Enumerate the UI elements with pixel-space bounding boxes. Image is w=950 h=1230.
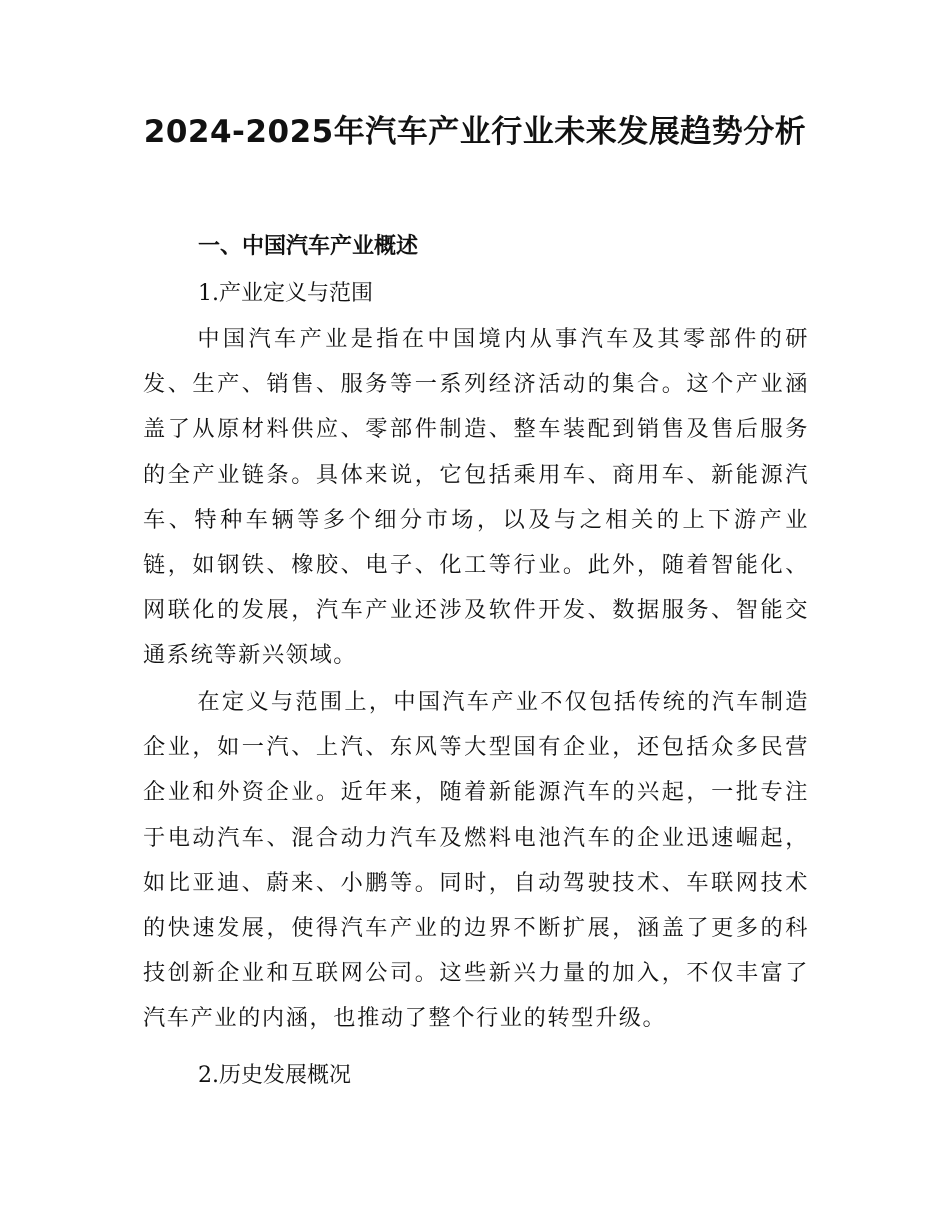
body-paragraph: 在定义与范围上，中国汽车产业不仅包括传统的汽车制造企业，如一汽、上汽、东风等大型国有企业，还包括众多民营企业和外资企业。近年来，随着新能源汽车的兴起，一批专注于电动汽车、混合动力汽车及燃料电池汽车的企业迅速崛起，如比亚迪、蔚来、小鹏等。同时，自动驾驶技术、车联网技术的快速发展，使得汽车产业的边界不断扩展，涵盖了更多的科技创新企业和互联网公司。这些新兴力量的加入，不仅丰富了汽车产业的内涵，也推动了整个行业的转型升级。 <box>143 689 809 1032</box>
subsection-heading: 1.产业定义与范围 <box>198 281 373 306</box>
section-heading: 一、中国汽车产业概述 <box>198 234 419 259</box>
document-title: 2024-2025年汽车产业行业未来发展趋势分析 <box>143 114 807 150</box>
body-paragraph: 中国汽车产业是指在中国境内从事汽车及其零部件的研发、生产、销售、服务等一系列经济活动的集合。这个产业涵盖了从原材料供应、零部件制造、整车装配到销售及售后服务的全产业链条。具体来说，它包括乘用车、商用车、新能源汽车、特种车辆等多个细分市场，以及与之相关的上下游产业链，如钢铁、橡胶、电子、化工等行业。此外，随着智能化、网联化的发展，汽车产业还涉及软件开发、数据服务、智能交通系统等新兴领域。 <box>143 326 809 669</box>
subsection-heading: 2.历史发展概况 <box>198 1063 351 1088</box>
